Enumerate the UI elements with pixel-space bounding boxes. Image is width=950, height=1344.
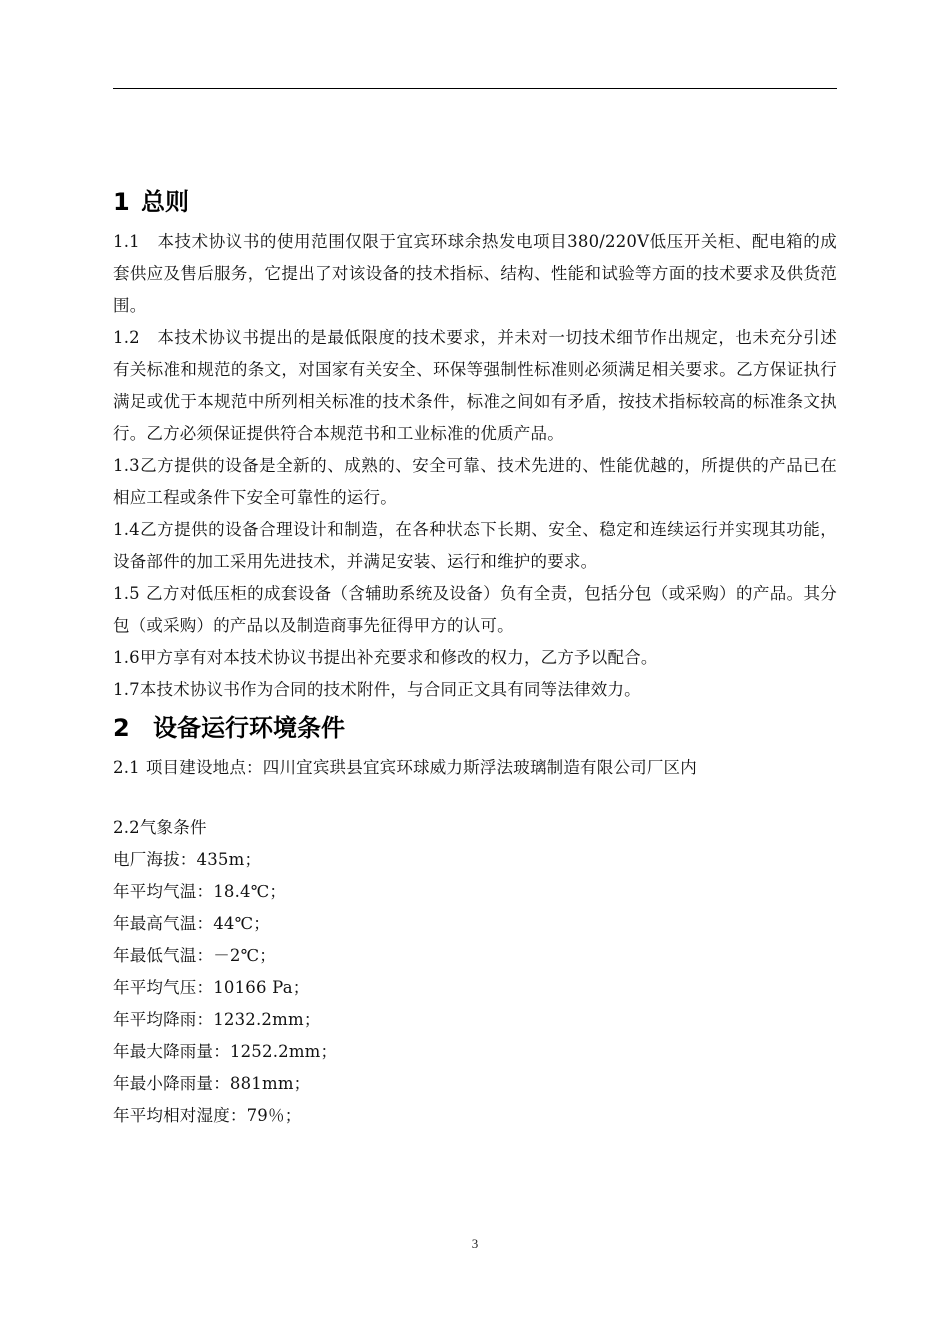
- document-body: [113, 186, 837, 1132]
- clause-text: 乙方提供的设备是全新的、成熟的、安全可靠、技术先进的、性能优越的，所提供的产品已在相应工程或条件下安全可靠性的运行。: [113, 456, 837, 507]
- clause-number: 1.1: [113, 232, 140, 251]
- clause-text: 乙方提供的设备合理设计和制造，在各种状态下长期、安全、稳定和连续运行并实现其功能，设备部件的加工采用先进技术，并满足安装、运行和维护的要求。: [113, 520, 837, 571]
- section-2-title: 设备运行环境条件: [153, 714, 345, 742]
- clause-text: 乙方对低压柜的成套设备（含辅助系统及设备）负有全责，包括分包（或采购）的产品。其分包（或采购）的产品以及制造商事先征得甲方的认可。: [113, 584, 837, 635]
- climate-min-temperature: 年最低气温：－2℃；: [113, 946, 276, 965]
- page-number: 3: [471, 1236, 479, 1251]
- header-rule: [113, 88, 837, 89]
- section-2-heading: [113, 712, 837, 752]
- spacer: [113, 784, 837, 812]
- clause-number: 1.2: [113, 328, 140, 347]
- climate-avg-pressure: 年平均气压：10166 Pa；: [113, 978, 310, 997]
- section-2-number: 2: [113, 714, 130, 742]
- clause-1-1: [113, 226, 837, 322]
- clause-2-1: [113, 752, 837, 784]
- section-1-heading: [113, 186, 837, 226]
- climate-avg-temperature: 年平均气温：18.4℃；: [113, 882, 287, 901]
- clause-1-5: [113, 578, 837, 642]
- clause-text: 本技术协议书提出的是最低限度的技术要求，并未对一切技术细节作出规定，也未充分引述有关标准和规范的条文，对国家有关安全、环保等强制性标准则必须满足相关要求。乙方保证执行满足或优于本规范中所列相关标准的技术条件，标准之间如有矛盾，按技术指标较高的标准条文执行。乙方必须保证提供符合本规范书和工业标准的优质产品。: [113, 328, 838, 443]
- climate-avg-rainfall: 年平均降雨：1232.2mm；: [113, 1010, 321, 1029]
- clause-text: 甲方享有对本技术协议书提出补充要求和修改的权力，乙方予以配合。: [139, 648, 658, 667]
- clause-1-7: [113, 674, 837, 706]
- clause-1-6: [113, 642, 837, 674]
- clause-1-2: [113, 322, 837, 450]
- clause-number: 1.6: [113, 648, 140, 667]
- clause-number: 1.5: [113, 584, 140, 603]
- climate-altitude: 电厂海拔：435m；: [113, 850, 262, 869]
- clause-text: 本技术协议书作为合同的技术附件，与合同正文具有同等法律效力。: [139, 680, 641, 699]
- climate-max-temperature: 年最高气温：44℃；: [113, 914, 270, 933]
- section-1-title: 总则: [141, 188, 189, 216]
- clause-1-3: [113, 450, 837, 514]
- climate-max-rainfall: 年最大降雨量：1252.2mm；: [113, 1042, 338, 1061]
- clause-text: 本技术协议书的使用范围仅限于宜宾环球余热发电项目380/220V低压开关柜、配电箱的成套供应及售后服务，它提出了对该设备的技术指标、结构、性能和试验等方面的技术要求及供货范围。: [113, 232, 838, 315]
- clause-number: 2.1: [113, 758, 140, 777]
- section-1-number: 1: [113, 188, 130, 216]
- climate-title: 2.2气象条件: [113, 818, 207, 837]
- clause-number: 1.3: [113, 456, 140, 475]
- clause-number: 1.4: [113, 520, 140, 539]
- climate-min-rainfall: 年最小降雨量：881mm；: [113, 1074, 311, 1093]
- clause-1-4: [113, 514, 837, 578]
- clause-text: 项目建设地点：四川宜宾珙县宜宾环球威力斯浮法玻璃制造有限公司厂区内: [145, 758, 697, 777]
- clause-number: 1.7: [113, 680, 140, 699]
- climate-avg-humidity: 年平均相对湿度：79％；: [113, 1106, 302, 1125]
